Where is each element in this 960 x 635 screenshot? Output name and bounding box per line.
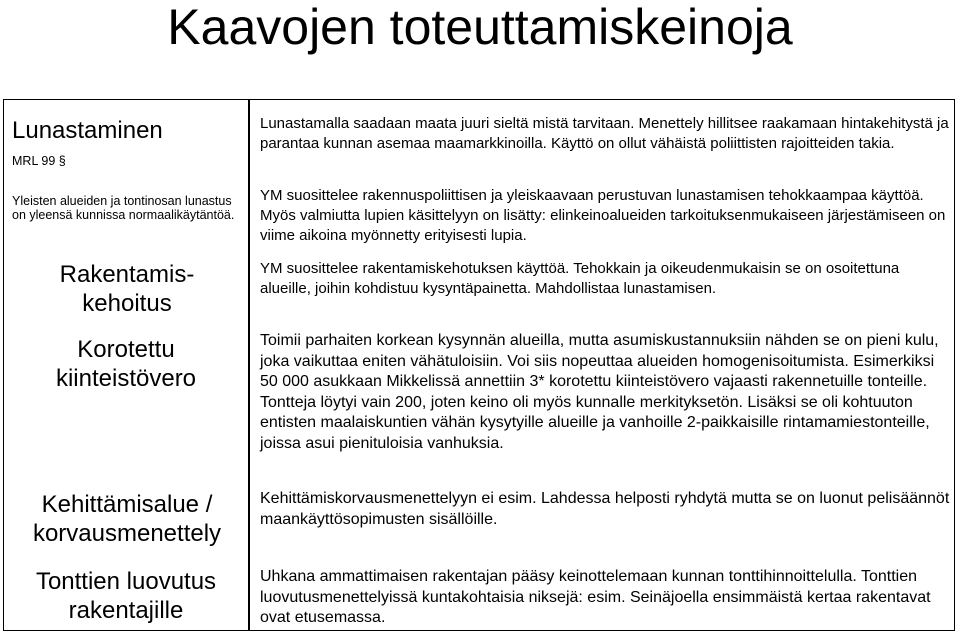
desc-kehittamisalue-text: Kehittämiskorvausmenettelyyn ei esim. Lahdessa helposti ryhdytä mutta se on luonut pelisäännöt maankäyttösopimusten sisällöille. (260, 490, 950, 528)
desc-tonttien-luovutus (260, 567, 950, 629)
desc-lunastaminen-2-text: YM suosittelee rakennuspoliittisen ja yleiskaavaan perustuvan lunastamisen tehokkaampaa käyttöä. Myös valmiutta lupien käsittelyyn on lisätty: elinkeinoalueiden tarkoituksenmukaiseen järjestämiseen on viime aikoina myönnetty erityisesti lupia. (260, 187, 946, 244)
term-lunastaminen-note: Yleisten alueiden ja tontinosan lunastus on yleensä kunnissa normaalikäytäntöä. (12, 194, 235, 222)
desc-kehittamisalue (260, 489, 950, 530)
term-lunastaminen-ref: MRL 99 § (12, 154, 66, 168)
content-table (3, 99, 955, 631)
desc-rakentamiskehoitus-text: YM suosittelee rakentamiskehotuksen käyttöä. Tehokkain ja oikeudenmukaisin se on osoitettuna alueille, joihin kohdistuu kysyntäpainetta. Mahdollistaa lunastamisen. (260, 260, 900, 297)
desc-lunastaminen-2 (260, 186, 950, 246)
desc-korotettu-text: Toimii parhaiten korkean kysynnän alueilla, mutta asumiskustannuksiin nähden se on pieni kulu, joka vaikuttaa eniten vähätuloisiin. Voi siis nopeuttaa alueiden homogenisoitumista. Esimerkiksi 50 000 asukkaan Mikkelissä annettiin 3* korotettu kiinteistövero vajaasti rakennetuille tonteille. Tontteja löytyi vain 200, joten keino oli myös kunnalle merkityksetön. Lisäksi se oli kohtuuton entisten maalaiskuntien vähän kysytyille alueille ja vanhoille 2-paikkaisille rintamamiestonteille, joissa asui pienituloisia vanhuksia. (260, 332, 939, 452)
term-korotettu-kiinteistovero: Korotettu kiinteistövero (55, 336, 197, 392)
page-title: Kaavojen toteuttamiskeinoja (167, 0, 793, 55)
term-kehittamisalue: Kehittämisalue / korvausmenettely (32, 491, 222, 547)
desc-rakentamiskehoitus (260, 259, 950, 299)
term-rakentamiskehoitus: Rakentamis-kehoitus (59, 261, 195, 317)
term-lunastaminen: Lunastaminen (12, 117, 163, 144)
desc-lunastaminen-1 (260, 114, 950, 154)
column-divider (248, 100, 250, 630)
desc-korotettu-kiinteistovero (260, 331, 950, 454)
desc-tonttien-text: Uhkana ammattimaisen rakentajan pääsy keinottelemaan kunnan tonttihinnoittelulla. Tonttien luovutusmenettelyissä kuntakohtaisia niksejä: esim. Seinäjoella ensimmäistä kertaa rakentavat ovat etusemassa. (260, 568, 931, 626)
term-tonttien-luovutus: Tonttien luovutus rakentajille (35, 568, 217, 624)
desc-lunastaminen-1-text: Lunastamalla saadaan maata juuri sieltä mistä tarvitaan. Menettely hillitsee raakamaan hintakehitystä ja parantaa kunnan asemaa maamarkkinoilla. Käyttö on ollut vähäistä poliittisten rajoitteiden takia. (260, 115, 949, 152)
